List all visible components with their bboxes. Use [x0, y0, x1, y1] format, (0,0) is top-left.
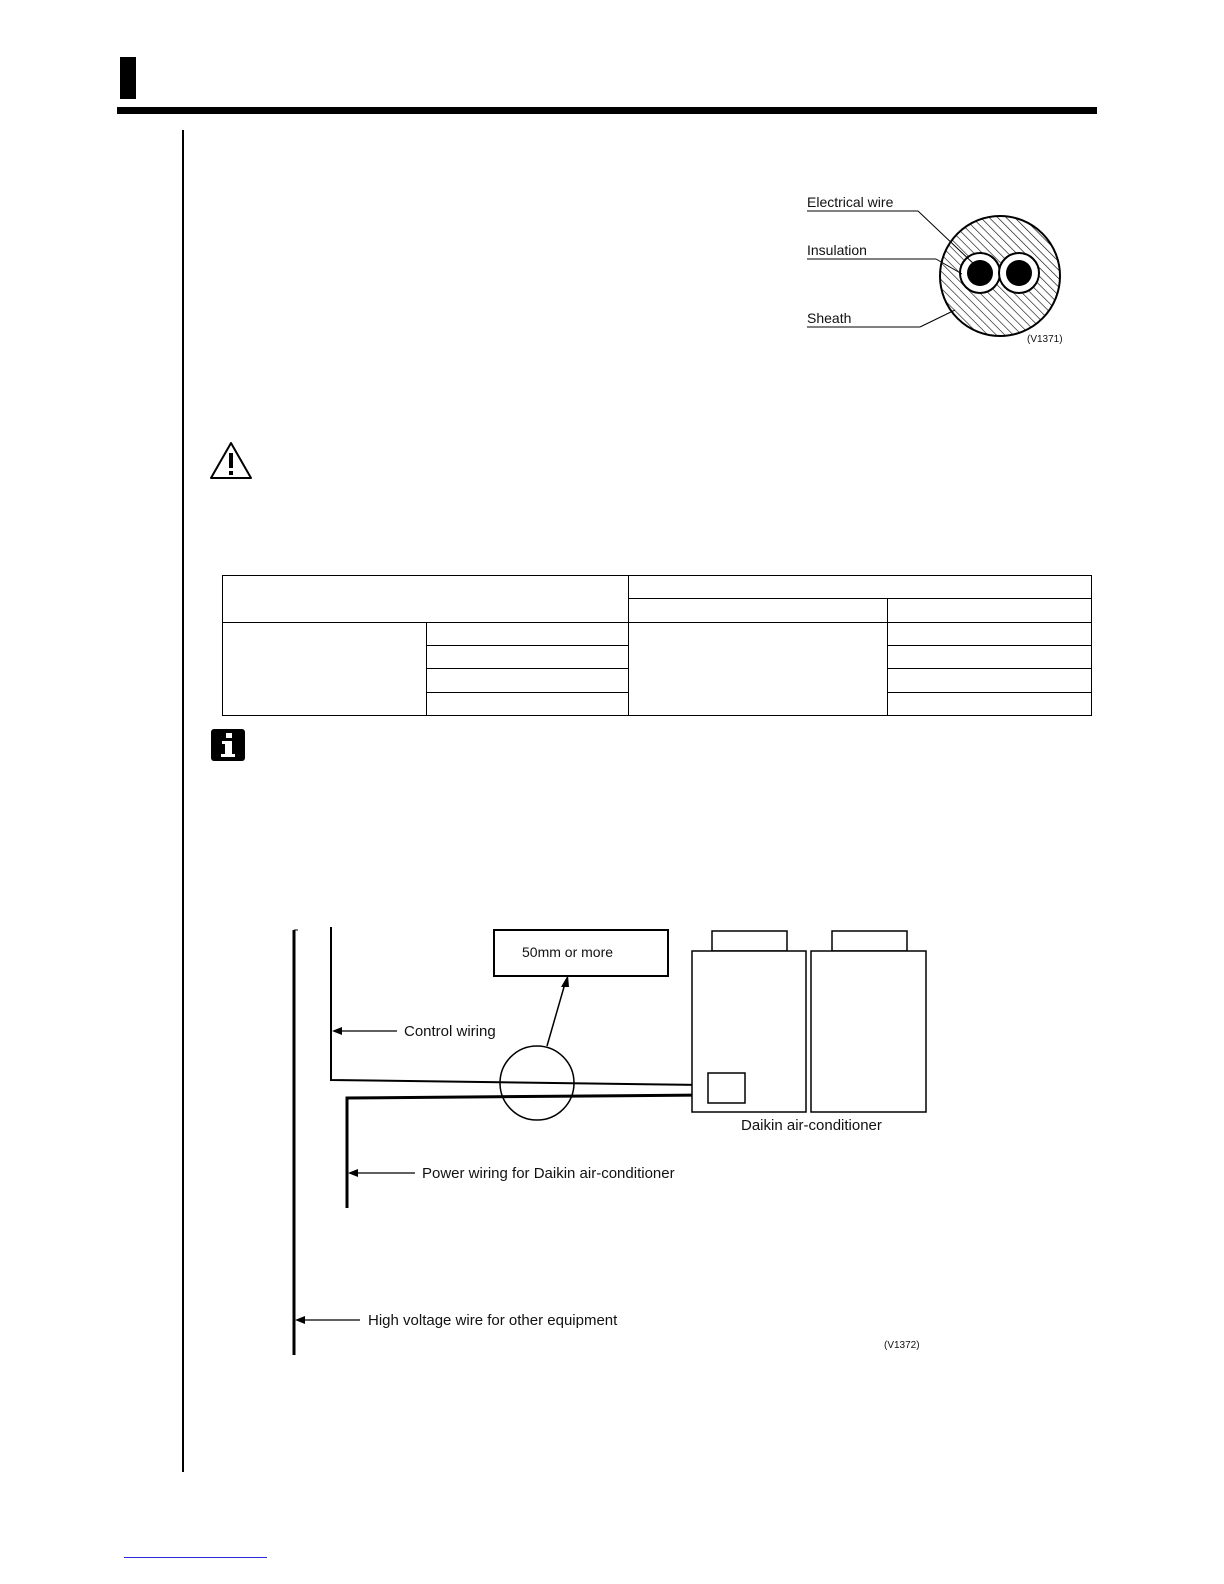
warning-triangle-icon: [208, 440, 254, 482]
cable-cross-section-drawing: [800, 190, 1075, 355]
table-cell: [426, 692, 628, 715]
wiring-spec-table: [222, 575, 1092, 716]
clearance-label: 50mm or more: [522, 944, 614, 960]
table-subheader-cell: [628, 599, 888, 622]
table-cell: [426, 669, 628, 692]
table-subheader-cell: [888, 599, 1092, 622]
high-voltage-label: High voltage wire for other equipment: [368, 1312, 618, 1329]
table-cell: [888, 645, 1092, 668]
table-cell: [223, 622, 427, 715]
air-conditioner-label: Daikin air-conditioner: [741, 1117, 882, 1134]
cable-cross-section-figure: [800, 190, 1075, 355]
wire-core-left: [967, 260, 993, 286]
unit-2-top: [832, 931, 907, 951]
unit-2-body: [811, 951, 926, 1112]
wire-core-right: [1006, 260, 1032, 286]
info-icon: [210, 728, 246, 762]
table-cell: [888, 622, 1092, 645]
clearance-arrow-line: [547, 980, 566, 1046]
terminal-box: [708, 1073, 745, 1103]
margin-rule: [182, 130, 184, 1472]
table-header-cell: [223, 576, 629, 623]
wiring-separation-figure: [285, 925, 945, 1360]
unit-1-top: [712, 931, 787, 951]
table-cell: [888, 669, 1092, 692]
table-cell: [628, 622, 888, 715]
power-wiring-label: Power wiring for Daikin air-conditioner: [422, 1165, 675, 1182]
table-cell: [426, 622, 628, 645]
label-sheath: Sheath: [807, 310, 852, 326]
label-insulation: Insulation: [807, 242, 867, 258]
figure-code-v1372: (V1372): [884, 1340, 920, 1351]
control-wiring-label: Control wiring: [404, 1023, 496, 1040]
leader-sheath-d: [920, 310, 955, 327]
table-cell: [426, 645, 628, 668]
wiring-separation-drawing: [285, 925, 945, 1360]
power-wiring-line: [347, 1095, 708, 1208]
label-electrical-wire: Electrical wire: [807, 194, 894, 210]
table-cell: [888, 692, 1092, 715]
table-header-cell: [628, 576, 1091, 599]
section-marker-block: [120, 57, 136, 99]
header-rule: [117, 107, 1097, 114]
footer-link-underline[interactable]: [124, 1557, 267, 1558]
figure-code-v1371: (V1371): [1027, 334, 1063, 345]
